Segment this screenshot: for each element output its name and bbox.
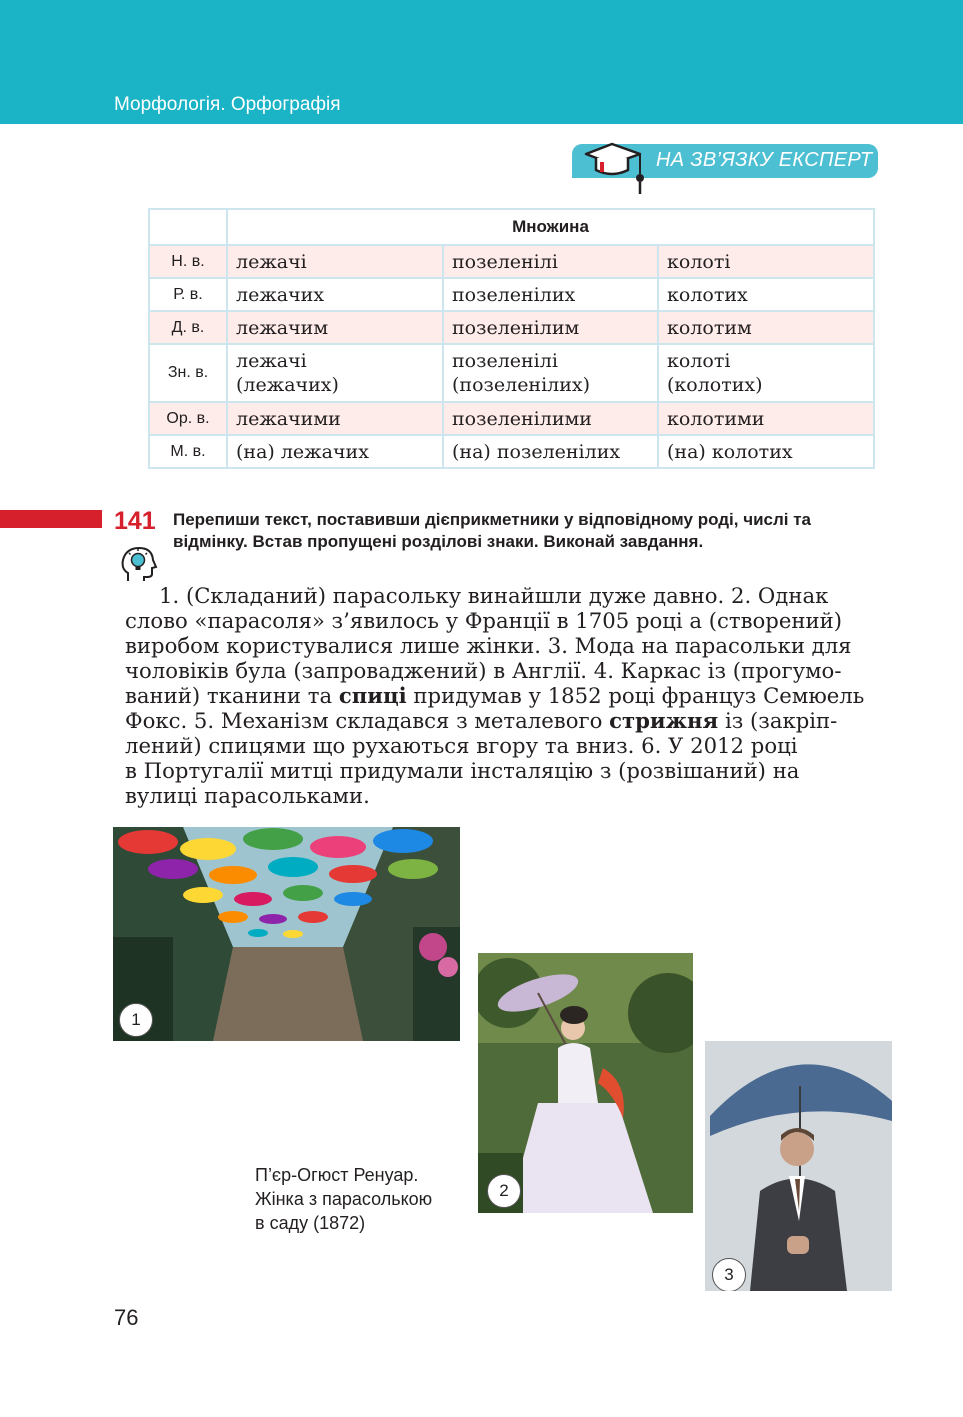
text-line — [125, 683, 879, 708]
bold-word: спиці — [338, 683, 407, 708]
table-cell: колотим — [658, 311, 874, 344]
man-with-umbrella-photo — [705, 1041, 892, 1291]
table-cell: позеленілі — [443, 245, 658, 278]
case-label: Зн. в. — [149, 344, 227, 402]
table-cell: колотих — [658, 278, 874, 311]
table-cell: (на) колотих — [658, 435, 874, 468]
exercise-text — [125, 583, 879, 808]
text-segment: ваний) тканини та — [125, 683, 339, 708]
umbrella-street-photo — [113, 827, 460, 1041]
image-badge: 2 — [487, 1174, 521, 1208]
cell-line: (лежачих) — [236, 374, 339, 396]
text-segment: придумав у 1852 році француз Семюель — [406, 683, 865, 708]
text-line — [125, 708, 879, 733]
table-cell: лежачих — [227, 278, 443, 311]
text-segment: Фокс. 5. Механізм складався з металевого — [125, 708, 610, 733]
case-label: Д. в. — [149, 311, 227, 344]
image-badge: 1 — [119, 1003, 153, 1037]
exercise-number: 141 — [114, 507, 156, 535]
table-cell: колотими — [658, 402, 874, 435]
case-label: М. в. — [149, 435, 227, 468]
renoir-painting-image — [478, 953, 693, 1213]
table-row — [149, 402, 874, 435]
page-header — [0, 0, 963, 124]
table-cell: лежачими — [227, 402, 443, 435]
cell-line: (колотих) — [667, 374, 763, 396]
section-title: Морфологія. Орфографія — [114, 94, 341, 115]
exercise-task: Перепиши текст, поставивши дієприкметники у відповідному роді, числі та відмінку. Встав пропущені розділові знаки. Виконай завдання. — [173, 510, 812, 551]
table-cell: позеленілих — [443, 278, 658, 311]
table-cell — [227, 344, 443, 402]
caption-line: Жінка з парасолькою — [255, 1189, 433, 1209]
bold-word: стрижня — [609, 708, 719, 733]
declension-table — [148, 208, 875, 469]
table-cell: (на) позеленілих — [443, 435, 658, 468]
caption-line: П’єр-Огюст Ренуар. — [255, 1165, 419, 1185]
case-label: Н. в. — [149, 245, 227, 278]
table-cell — [658, 344, 874, 402]
graduation-cap-icon — [578, 138, 648, 198]
case-label: Ор. в. — [149, 402, 227, 435]
painting-caption — [255, 1163, 432, 1235]
table-cell: колоті — [658, 245, 874, 278]
page-number: 76 — [114, 1305, 139, 1330]
table-cell: (на) лежачих — [227, 435, 443, 468]
table-cell: лежачим — [227, 311, 443, 344]
table-row — [149, 435, 874, 468]
table-cell: позеленілими — [443, 402, 658, 435]
exercise-marker-bar — [0, 510, 102, 528]
table-row — [149, 311, 874, 344]
case-label: Р. в. — [149, 278, 227, 311]
table-cell — [443, 344, 658, 402]
table-cell: позеленілим — [443, 311, 658, 344]
cell-line: (позеленілих) — [452, 374, 591, 396]
text-line: чоловіків була (запроваджений) в Англії. 4. Каркас із (прогумо- — [125, 658, 842, 683]
caption-line: в саду (1872) — [255, 1213, 366, 1233]
cell-line: колоті — [667, 350, 731, 372]
table-cell: лежачі — [227, 245, 443, 278]
text-segment: із (закріп- — [718, 708, 838, 733]
text-line: лений) спицями що рухаються вгору та вниз. 6. У 2012 році — [125, 733, 798, 758]
text-line: 1. (Складаний) парасольку винайшли дуже давно. 2. Однак — [159, 583, 829, 608]
text-line: виробом користувалися лише жінки. 3. Мода на парасольки для — [125, 633, 852, 658]
table-corner — [149, 209, 227, 245]
table-row — [149, 344, 874, 402]
cell-line: лежачі — [236, 350, 307, 372]
thinking-head-icon — [118, 543, 160, 585]
cell-line: позеленілі — [452, 350, 558, 372]
table-heading: Множина — [227, 209, 874, 245]
text-line: в Португалії митці придумали інсталяцію з (розвішаний) на — [125, 758, 800, 783]
text-line: слово «парасоля» з’явилось у Франції в 1705 році а (створений) — [125, 608, 843, 633]
table-row — [149, 245, 874, 278]
text-line: вулиці парасольками. — [125, 783, 370, 808]
image-badge: 3 — [712, 1258, 746, 1291]
expert-label: НА ЗВ’ЯЗКУ ЕКСПЕРТ — [656, 149, 873, 171]
table-row — [149, 278, 874, 311]
